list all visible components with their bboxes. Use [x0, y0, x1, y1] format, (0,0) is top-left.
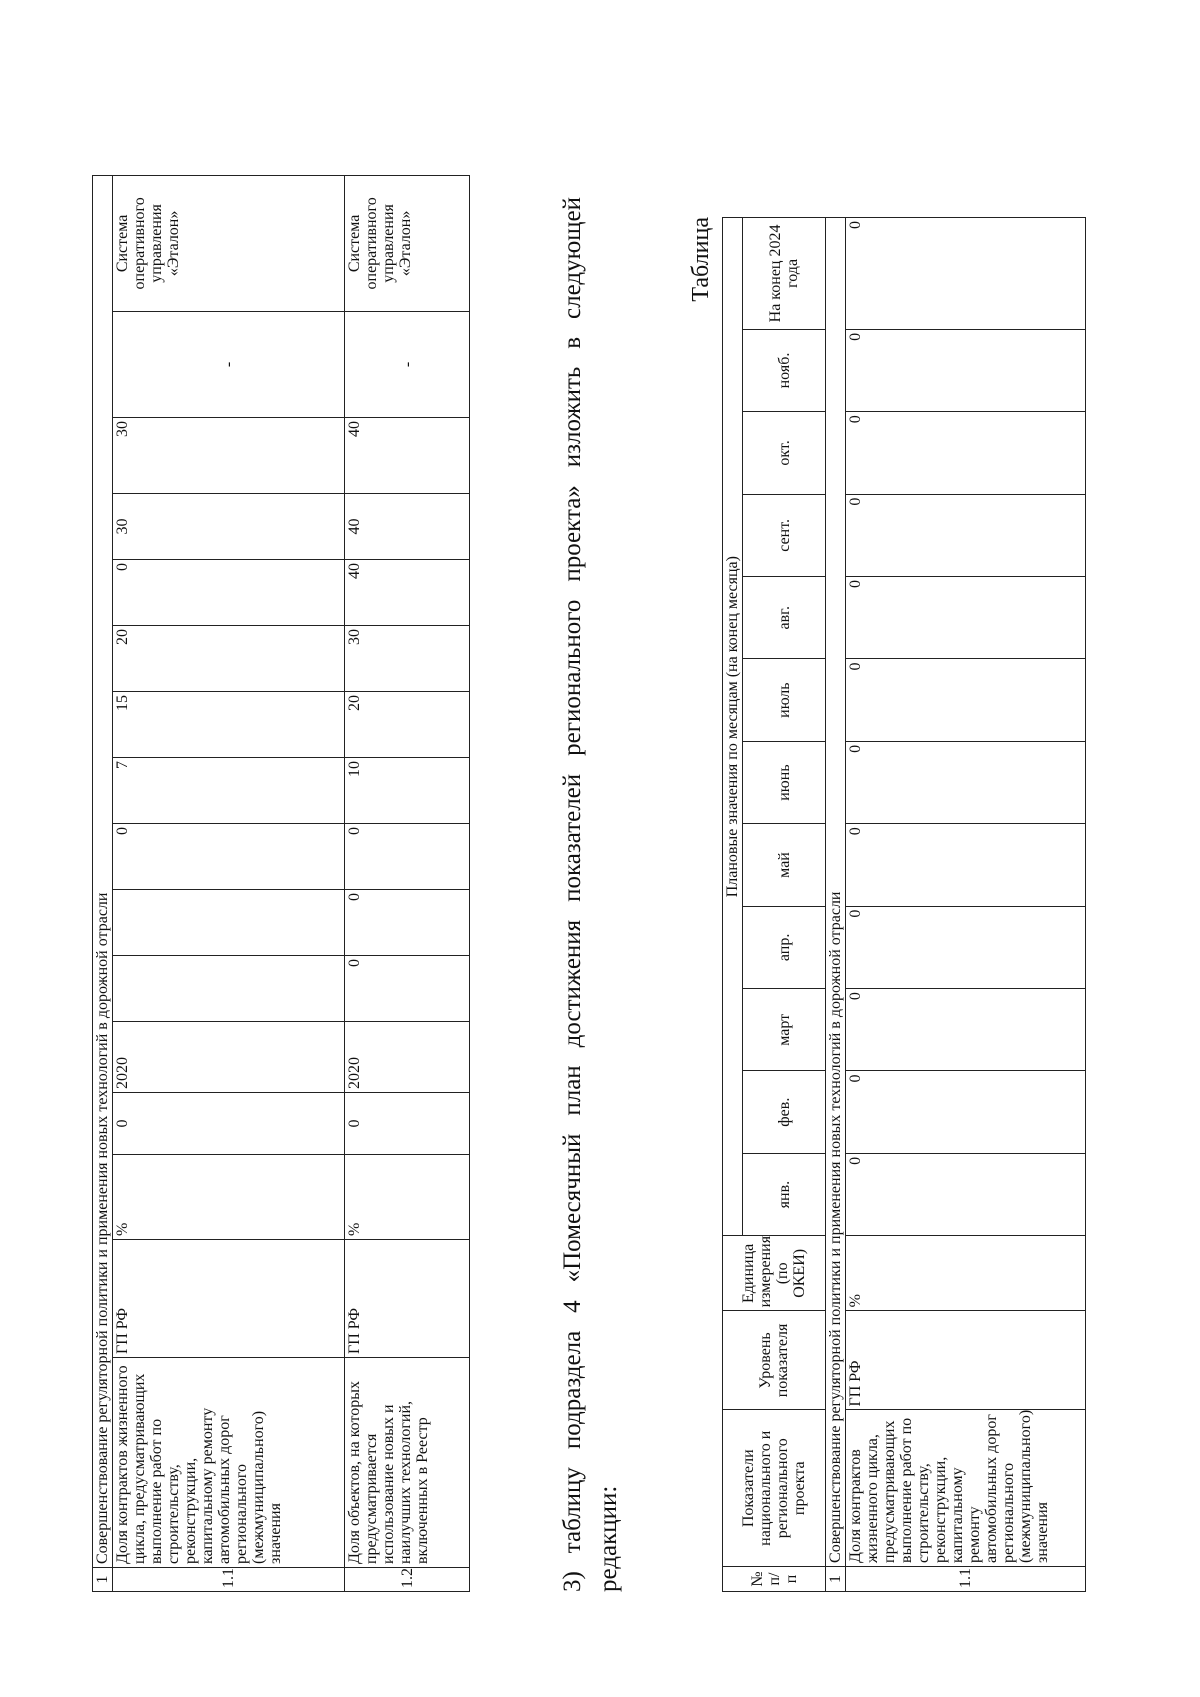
table-row	[345, 175, 470, 1591]
value-cell: 10	[345, 758, 470, 824]
month-header: фев.	[743, 1071, 826, 1153]
month-header: авг.	[743, 577, 826, 659]
value-cell: 40	[345, 560, 470, 626]
header-num: № п/п	[723, 1566, 826, 1591]
info-system: Система оперативного управления «Эталон»	[113, 175, 345, 311]
month-value: 0	[846, 741, 1086, 823]
value-cell: 0	[345, 824, 470, 890]
section-title: Совершенствование регуляторной политики и применения новых технологий в дорожной отрасли	[826, 218, 846, 1567]
value-cell	[113, 890, 345, 956]
value-cell: 40	[345, 418, 470, 494]
monthly-plan-table	[722, 217, 1086, 1592]
month-value: 0	[846, 906, 1086, 988]
month-value: 0	[846, 412, 1086, 494]
row-number: 1.2	[345, 1568, 470, 1592]
section-row	[826, 218, 846, 1592]
month-value: 0	[846, 1071, 1086, 1153]
value-cell: 20	[113, 626, 345, 692]
month-header: янв.	[743, 1153, 826, 1235]
value-cell	[113, 956, 345, 1022]
indicator-unit: %	[846, 1236, 1086, 1311]
indicators-table-continued	[92, 175, 470, 1592]
indicator-unit: %	[345, 1155, 470, 1240]
month-value: 0	[846, 989, 1086, 1071]
year-end-value: 0	[846, 218, 1086, 330]
month-value: 0	[846, 824, 1086, 906]
indicator-name: Доля контрактов жизненного цикла, предусматривающих выполнение работ по строительству, реконструкции, капитальному ремонту автомобильных дорог регионального (межмуниципального) значения	[846, 1410, 1086, 1566]
indicator-level: ГП РФ	[345, 1240, 470, 1358]
value-cell: 15	[113, 692, 345, 758]
value-cell: 30	[113, 494, 345, 560]
base-year: 2020	[345, 1022, 470, 1093]
table-caption: Таблица	[688, 217, 714, 302]
section-title: Совершенствование регуляторной политики и применения новых технологий в дорожной отрасли	[93, 175, 113, 1567]
value-cell: 0	[113, 560, 345, 626]
value-cell: 0	[345, 956, 470, 1022]
dash-cell: -	[345, 312, 470, 418]
base-year: 2020	[113, 1022, 345, 1093]
indicator-name: Доля объектов, на которых предусматривается использование новых и наилучших технологий, включенных в Реестр	[345, 1358, 470, 1568]
header-row	[723, 218, 743, 1592]
value-cell: 30	[113, 418, 345, 494]
month-header: июль	[743, 659, 826, 741]
table-row	[846, 218, 1086, 1592]
month-header: апр.	[743, 906, 826, 988]
header-unit: Единица измерения (по ОКЕИ)	[723, 1236, 826, 1311]
value-cell: 0	[345, 890, 470, 956]
month-header: март	[743, 989, 826, 1071]
value-cell: 40	[345, 494, 470, 560]
month-value: 0	[846, 577, 1086, 659]
header-name: Показатели национального и регионального проекта	[723, 1410, 826, 1566]
base-value: 0	[113, 1093, 345, 1155]
month-header: окт.	[743, 412, 826, 494]
year-end-header: На конец 2024 года	[743, 218, 826, 330]
info-system: Система оперативного управления «Эталон»	[345, 175, 470, 311]
month-value: 0	[846, 494, 1086, 576]
value-cell: 7	[113, 758, 345, 824]
month-header: май	[743, 824, 826, 906]
section-number: 1	[93, 1568, 113, 1592]
row-number: 1.1	[113, 1568, 345, 1592]
section-number: 1	[826, 1566, 846, 1591]
month-value: 0	[846, 329, 1086, 411]
dash-cell: -	[113, 312, 345, 418]
indicator-level: ГП РФ	[113, 1240, 345, 1358]
value-cell: 0	[113, 824, 345, 890]
amendment-paragraph: 3) таблицу подраздела 4 «Помесячный план достижения показателей регионального проекта» изложить в следующей редакции:	[559, 197, 622, 1592]
indicator-unit: %	[113, 1155, 345, 1240]
month-header: сент.	[743, 494, 826, 576]
month-header: июнь	[743, 741, 826, 823]
value-cell: 30	[345, 626, 470, 692]
header-level: Уровень показателя	[723, 1311, 826, 1410]
month-value: 0	[846, 1153, 1086, 1235]
value-cell: 20	[345, 692, 470, 758]
indicator-level: ГП РФ	[846, 1311, 1086, 1410]
section-row	[93, 175, 113, 1591]
header-planned: Плановые значения по месяцам (на конец месяца)	[723, 218, 743, 1236]
row-number: 1.1	[846, 1566, 1086, 1591]
base-value: 0	[345, 1093, 470, 1155]
month-header: нояб.	[743, 329, 826, 411]
indicator-name: Доля контрактов жизненного цикла, предусматривающих выполнение работ по строительству, реконструкции, капитальному ремонту автомобильных дорог регионального (межмуниципального) значения	[113, 1358, 345, 1568]
table-row	[113, 175, 345, 1591]
month-value: 0	[846, 659, 1086, 741]
